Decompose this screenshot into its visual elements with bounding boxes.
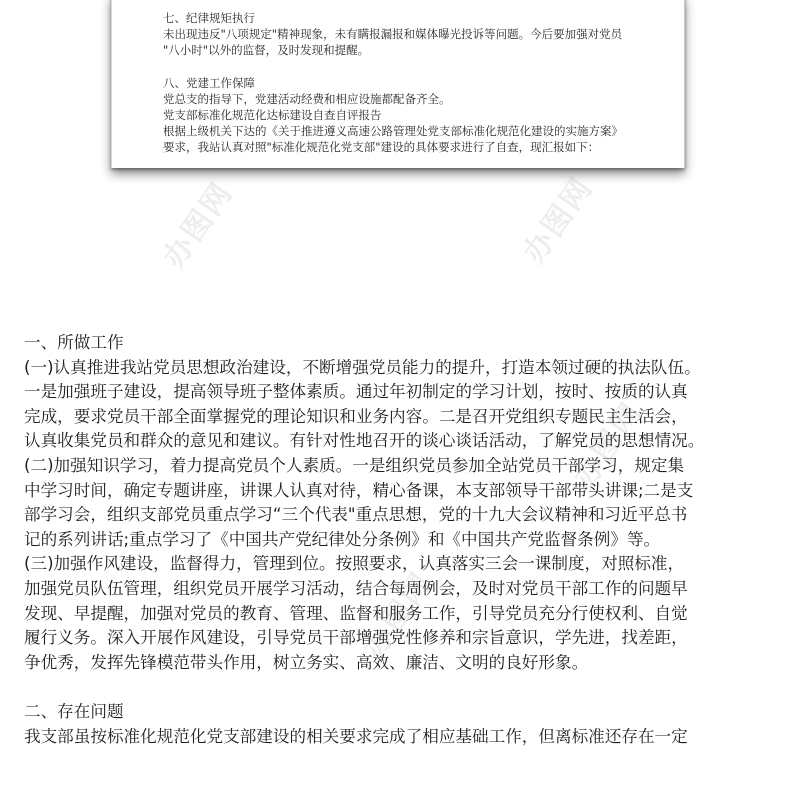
preview-text (163, 10, 674, 156)
preview-line: 未出现违反"八项规定"精神现象，未有瞒报漏报和媒体曝光投诉等问题。今后要加强对党员 (163, 27, 623, 42)
preview-line: 党总支的指导下，党建活动经费和相应设施都配备齐全。 (163, 91, 451, 106)
paragraph-line: 履行义务。深入开展作风建设，引导党员干部增强党性修养和宗旨意识，学先进，找差距， (24, 628, 688, 648)
preview-spacer (163, 59, 674, 75)
paragraph-line: 争优秀，发挥先锋模范带头作用，树立务实、高效、廉洁、文明的良好形象。 (24, 652, 589, 672)
paragraph-line: 完成，要求党员干部全面掌握党的理论知识和业务内容。二是召开党组织专题民主生活会， (24, 406, 688, 426)
document-body (24, 331, 784, 749)
watermark: 办图网 (566, 395, 651, 495)
paragraph-line: 发现、早提醒，加强对党员的教育、管理、监督和服务工作，引导党员充分行使权利、自觉 (24, 603, 688, 623)
paragraph-line: (三)加强作风建设，监督得力，管理到位。按照要求，认真落实三会一课制度，对照标准， (24, 554, 685, 574)
preview-line: 要求，我站认真对照"标准化规范化党支部"建设的具体要求进行了自查，现汇报如下： (163, 140, 600, 155)
preview-report-title: 党支部标准化规范化达标建设自查自评报告 (163, 107, 382, 122)
preview-heading-guarantee: 八、党建工作保障 (163, 75, 255, 90)
watermark: 办图网 (516, 170, 601, 270)
embedded-document-preview (111, 0, 685, 168)
section-heading-existing-problems: 二、存在问题 (24, 701, 124, 721)
paragraph-line: 我支部虽按标准化规范化党支部建设的相关要求完成了相应基础工作，但离标准还存在一定 (24, 726, 688, 746)
paragraph-line: 认真收集党员和群众的意见和建议。有针对性地召开的谈心谈话活动，了解党员的思想情况。 (24, 431, 705, 451)
preview-line: 根据上级机关下达的《关于推进遵义高速公路管理处党支部标准化规范化建设的实施方案》 (163, 124, 623, 139)
paragraph-line: (一)认真推进我站党员思想政治建设，不断增强党员能力的提升，打造本领过硬的执法队伍。 (24, 357, 701, 377)
preview-line: "八小时"以外的监督，及时发现和提醒。 (163, 43, 370, 58)
section-spacer (24, 675, 784, 700)
paragraph-line: 部学习会，组织支部党员重点学习“三个代表"重点思想，党的十九大会议精神和习近平总书 (24, 505, 688, 525)
preview-heading-discipline: 七、纪律规矩执行 (163, 11, 255, 25)
paragraph-line: (二)加强知识学习，着力提高党员个人素质。一是组织党员参加全站党员干部学习，规定集 (24, 455, 685, 475)
paragraph-line: 记的系列讲话;重点学习了《中国共产党纪律处分条例》和《中国共产党监督条例》等。 (24, 529, 661, 549)
paragraph-line: 中学习时间，确定专题讲座，讲课人认真对待，精心备课，本支部领导干部带头讲课;二是支 (24, 480, 694, 500)
paragraph-line: 加强党员队伍管理，组织党员开展学习活动，结合每周例会，及时对党员干部工作的问题早 (24, 578, 688, 598)
paragraph-line: 一是加强班子建设，提高领导班子整体素质。通过年初制定的学习计划，按时、按质的认真 (24, 382, 688, 402)
watermark: 办图网 (156, 175, 241, 275)
section-heading-work-done: 一、所做工作 (24, 333, 124, 352)
watermark: 办图网 (356, 565, 441, 665)
